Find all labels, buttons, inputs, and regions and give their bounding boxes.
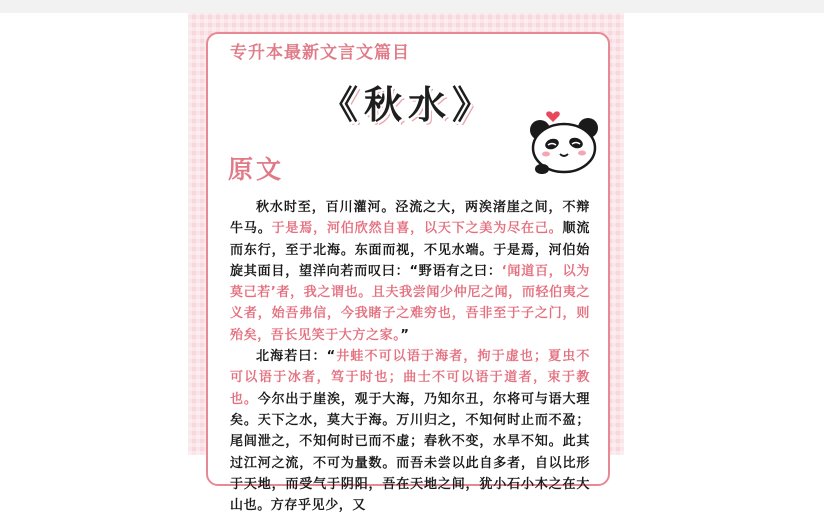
panda-icon: [526, 104, 604, 174]
original-text-body: [230, 197, 590, 516]
content-card: [206, 32, 610, 514]
page-title: 《秋水》: [319, 82, 496, 127]
paragraph-2-sentence-3: 今尔出于崖涘，观于大海，乃知尔丑，尔将可与语大理矣。天下之水，莫大于海。万川归之，不知何时止而不盈；尾闾泄之，不知何时已而不虚；春秋不变，水旱不知。此其过江河之流，不可为量数。而吾未尝以此自多者，自以比形于天地，而受气于阴阳，吾在天地之间，犹小石小木之在大山也。方存乎见少，又: [230, 391, 590, 514]
heart-icon: [546, 111, 560, 122]
paragraph-1-sentence-3: 顺流而东行，至于北海。东面而视，不见水端。于是焉，河伯始旋其面目，望洋向若而叹曰：“野语有之曰：: [230, 221, 591, 279]
section-heading-original-text: 原文: [228, 155, 285, 184]
paragraph-1-highlight-1: 于是焉，河伯欣然自喜，以天下之美为尽在己。: [271, 221, 563, 237]
paragraph-2-highlight-1: 井蛙不可以语于海者，拘于虚也；夏虫不可以语于冰者，笃于时也；曲士不可以语于道者，束于教也。: [230, 349, 590, 407]
header-label: 专升本最新文言文篇目: [230, 43, 410, 63]
paragraph-2-sentence-1: 北海若曰：“: [256, 349, 336, 365]
paragraph-1-sentence-1: 秋水时至，百川灌河。泾流之大，两涘渚崖之间，不辩牛马。: [230, 200, 590, 237]
document-page: [188, 13, 624, 514]
paragraph-1: [230, 197, 590, 346]
paragraph-1-closing-quote: ”: [400, 327, 410, 343]
browser-top-strip: [0, 0, 824, 13]
paragraph-1-highlight-2: ‘闻道百，以为莫己若’者，我之谓也。且夫我尝闻少仲尼之闻，而轻伯夷之义者，始吾弗信，今我睹子之难穷也，吾非至于子之门，则殆矣，吾长见笑于大方之家。: [230, 263, 591, 343]
paragraph-2: [230, 346, 590, 516]
